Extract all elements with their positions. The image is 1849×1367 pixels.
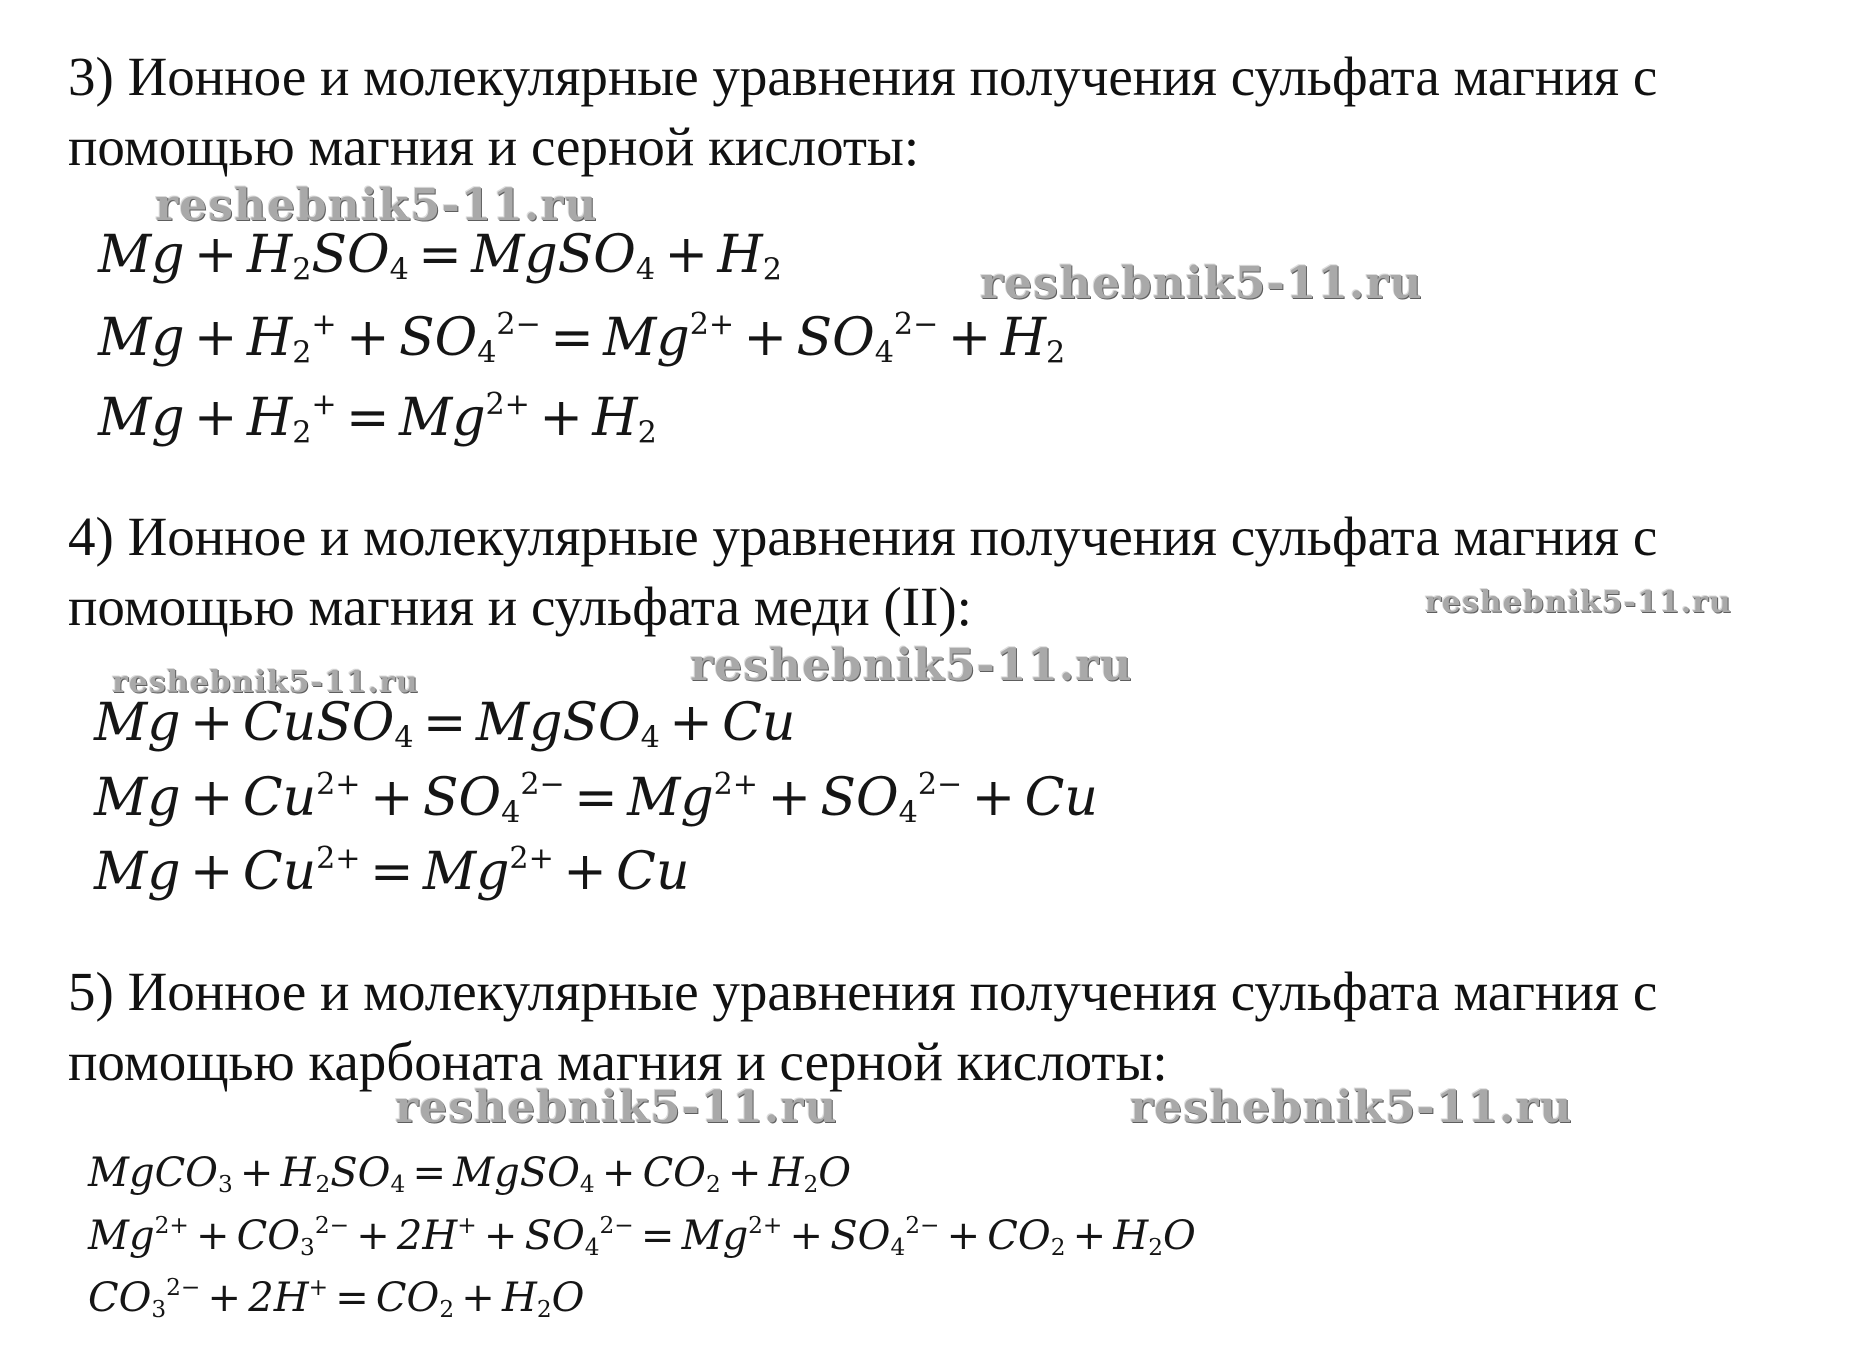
watermark: reshebnik5-11.ru [690,640,1133,691]
watermark: reshebnik5-11.ru [395,1082,838,1133]
watermark: reshebnik5-11.ru [155,180,598,231]
watermark: reshebnik5-11.ru [1130,1082,1573,1133]
section-4-title-line1: 4) Ионное и молекулярные уравнения получения сульфата магния с [68,506,1658,567]
section-5-title-line1: 5) Ионное и молекулярные уравнения получения сульфата магния с [68,961,1658,1022]
section-3-title-line2: помощью магния и серной кислоты: [68,116,920,177]
watermark: reshebnik5-11.ru [1425,585,1732,620]
section-5-title [68,957,1788,1097]
watermark: reshebnik5-11.ru [112,665,419,700]
equation-full-ionic: $Mg + Cu^{2+} + SO_4^{2-} = Mg^{2+} + SO_4^{2-} + Cu$ [94,767,1098,831]
equation-molecular: $Mg + H_2SO_4$ = MgSO$_4$ + $H_2$ [98,225,782,288]
section-4-title-line2: помощью магния и сульфата меди (II): [68,576,972,637]
section-3-title [68,42,1788,182]
equation-short-ionic: $CO_3^{2-} + 2H^+ = CO_2 + H_2O$ [88,1274,585,1324]
equation-full-ionic: $Mg^{2+} + CO_3^{2-} + 2H^+ + SO_4^{2-} = Mg^{2+} + SO_4^{2-} + CO_2 + H_2O$ [88,1212,1196,1262]
equation-molecular: MgCO$_3$ + $H_2SO_4$ = MgSO$_4$ + $CO_2 + H_2O$ [88,1150,852,1198]
equation-full-ionic: $Mg + H_2^+ + SO_4^{2-} = Mg^{2+} + SO_4^{2-} + H_2$ [98,307,1066,371]
section-4-title [68,502,1788,642]
section-5-title-line2: помощью карбоната магния и серной кислоты: [68,1031,1168,1092]
equation-short-ionic: $Mg + H_2^+ = Mg^{2+} + H_2$ [98,387,657,451]
equation-short-ionic: $Mg + Cu^{2+} = Mg^{2+} + Cu$ [94,841,690,903]
section-3-title-line1: 3) Ионное и молекулярные уравнения получения сульфата магния с [68,46,1658,107]
watermark: reshebnik5-11.ru [980,258,1423,309]
equation-molecular: Mg + CuSO$_4$ = MgSO$_4$ + Cu [94,693,796,756]
